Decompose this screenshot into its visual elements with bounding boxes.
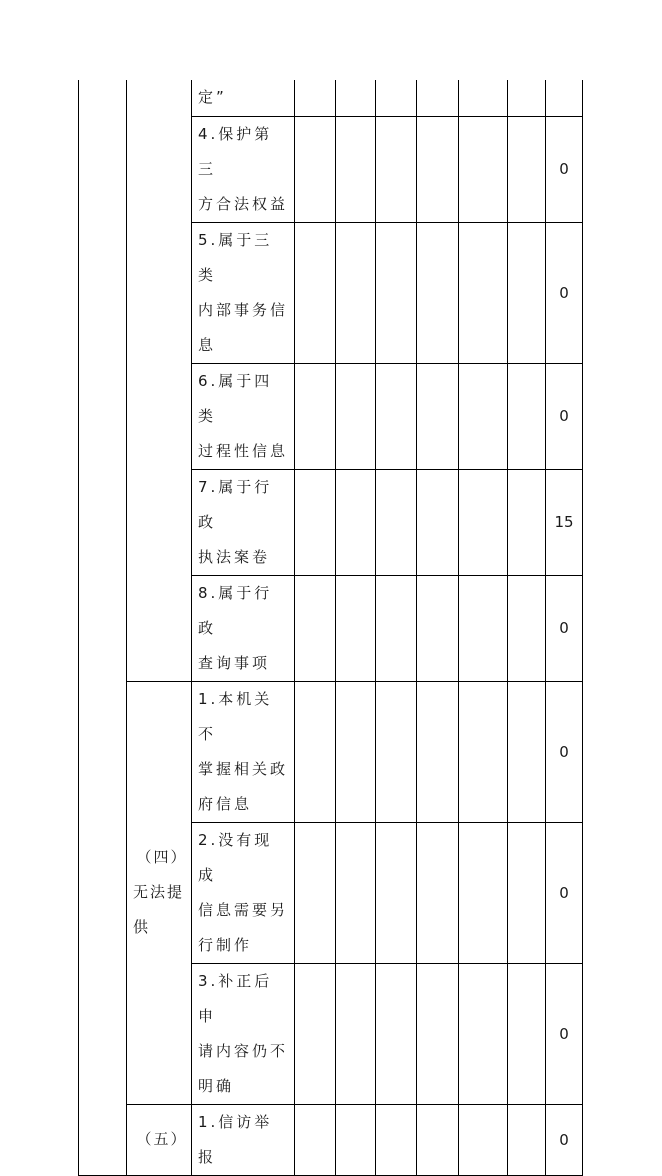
row-value: 0 [546, 363, 583, 469]
row-value [546, 80, 583, 116]
statistics-table [78, 80, 583, 1176]
row-label: 2.没有现成 信息需要另 行制作 [192, 822, 295, 963]
row-value: 0 [546, 116, 583, 222]
row-label: 1.信访举报 [192, 1104, 295, 1175]
row-label: 3.补正后申 请内容仍不 明确 [192, 963, 295, 1104]
row-value: 0 [546, 222, 583, 363]
row-label: 1.本机关不 掌握相关政 府信息 [192, 681, 295, 822]
row-value: 0 [546, 963, 583, 1104]
row-value: 15 [546, 469, 583, 575]
row-value: 0 [546, 681, 583, 822]
row-label: 4.保护第三 方合法权益 [192, 116, 295, 222]
table-row [79, 1104, 583, 1175]
table-row [79, 681, 583, 822]
row-value: 0 [546, 1104, 583, 1175]
row-label: 7.属于行政 执法案卷 [192, 469, 295, 575]
row-label: 8.属于行政 查询事项 [192, 575, 295, 681]
group-label-five: （五） [127, 1104, 192, 1175]
group-cell [127, 80, 192, 681]
group-label-unable-to-provide: （四） 无法提 供 [127, 681, 192, 1104]
row-value: 0 [546, 822, 583, 963]
row-value: 0 [546, 575, 583, 681]
outer-category-cell [79, 80, 127, 1175]
table-row [79, 80, 583, 116]
row-label: 5.属于三类 内部事务信 息 [192, 222, 295, 363]
row-label: 6.属于四类 过程性信息 [192, 363, 295, 469]
row-label: 定” [192, 80, 295, 116]
